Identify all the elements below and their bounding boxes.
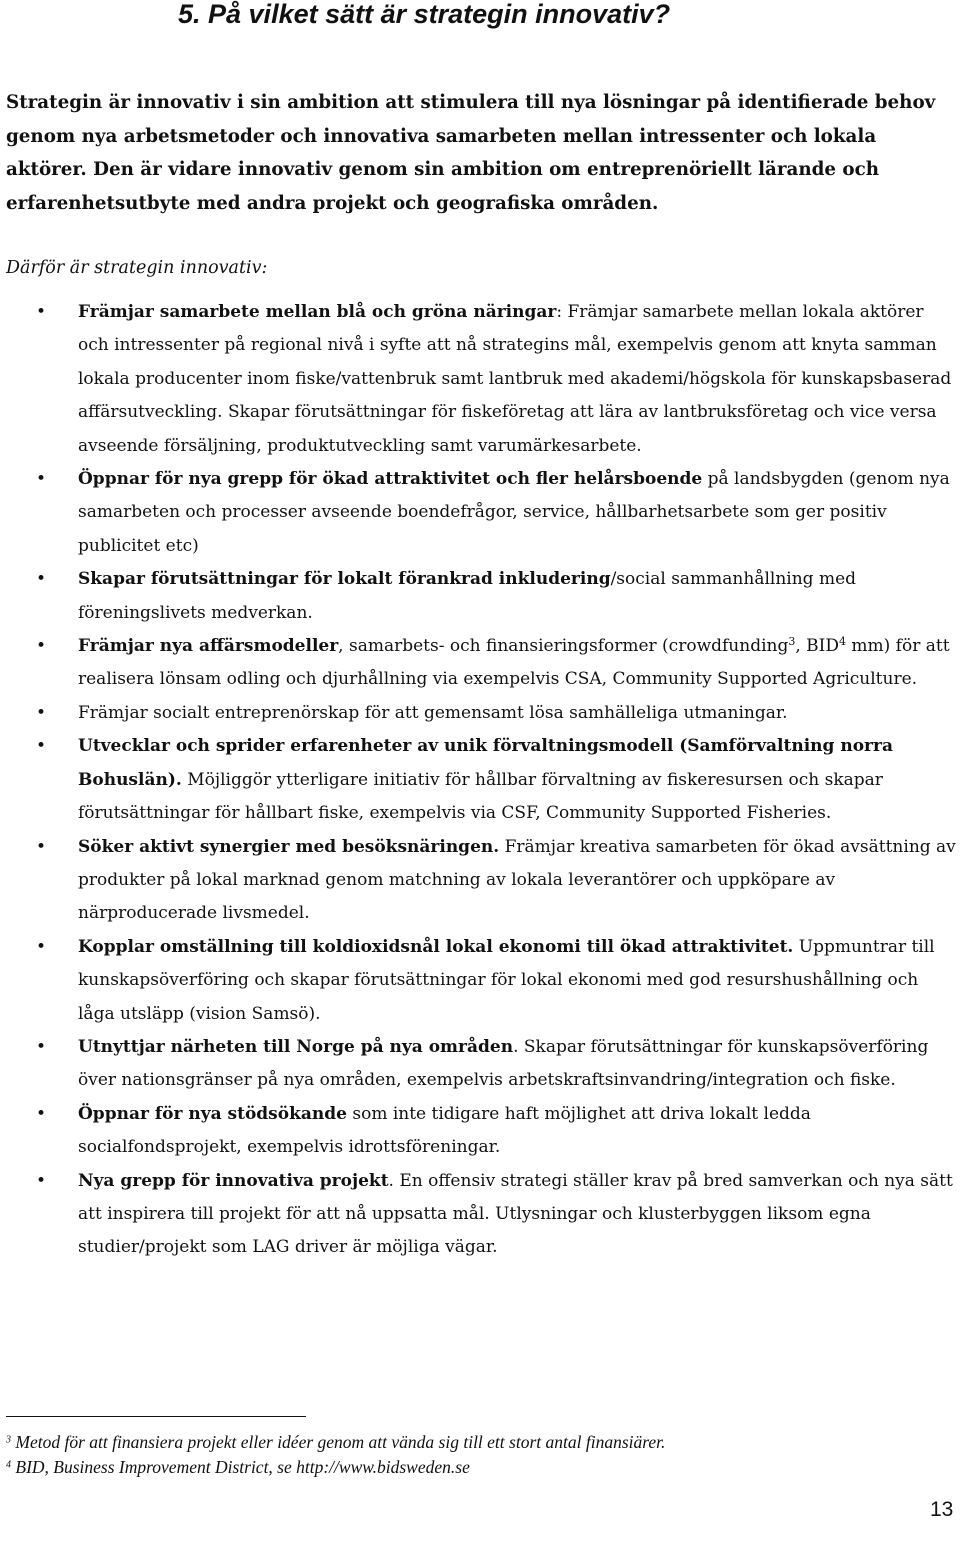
list-item-title: Öppnar för nya grepp för ökad attraktivitet och fler helårsboende	[78, 469, 703, 490]
footnote	[6, 1430, 946, 1455]
footnote-text: BID, Business Improvement District, se http://www.bidsweden.se	[11, 1457, 470, 1477]
footnote-ref: 4	[839, 635, 846, 649]
list-item	[0, 1165, 960, 1265]
list-item-title: Nya grepp för innovativa projekt	[78, 1170, 389, 1191]
list-item	[0, 630, 960, 697]
list-item-title: Främjar nya affärsmodeller	[78, 636, 339, 657]
list-item-title: Söker aktivt synergier med besöksnäringen.	[78, 836, 500, 857]
footnotes	[6, 1430, 946, 1480]
list-item-text: Uppmuntrar till kunskapsöverföring och skapar förutsättningar för lokal ekonomi med god resurshushållning och låga utsläpp (vision Samsö).	[78, 936, 935, 1024]
bullet-icon: •	[36, 836, 47, 857]
bullet-icon: •	[36, 469, 47, 490]
footnote-mark: 4	[6, 1459, 11, 1471]
footnote-mark: 3	[6, 1434, 11, 1446]
list-item-text: , BID	[795, 636, 839, 657]
list-item-title: Kopplar omställning till koldioxidsnål lokal ekonomi till ökad attraktivitet.	[78, 936, 794, 957]
list-lead-in: Därför är strategin innovativ:	[6, 258, 268, 278]
footnote-divider	[6, 1416, 306, 1417]
list-item	[0, 931, 960, 1031]
list-item-title: Skapar förutsättningar för lokalt förankrad inkludering	[78, 569, 611, 590]
footnote-text: Metod för att finansiera projekt eller idéer genom att vända sig till ett stort antal finansiärer.	[11, 1432, 666, 1452]
bullet-icon: •	[36, 1103, 47, 1124]
list-item	[0, 1098, 960, 1165]
list-item-text: . Skapar förutsättningar för kunskapsöverföring över nationsgränser på nya områden, exempelvis arbetskraftsinvandring/integration och fiske.	[78, 1036, 929, 1091]
bullet-icon: •	[36, 302, 47, 322]
list-item-text: Främjar socialt entreprenörskap för att gemensamt lösa samhälleliga utmaningar.	[78, 702, 788, 723]
page-number: 13	[930, 1498, 954, 1521]
bullet-icon: •	[36, 1170, 47, 1191]
list-item-text: . En offensiv strategi ställer krav på bred samverkan och nya sätt att inspirera till projekt för att nå uppsatta mål. Utlysningar och klusterbyggen liksom egna studier/projekt som LAG driver är möjliga vägar.	[78, 1170, 953, 1258]
section-heading: 5. På vilket sätt är strategin innovativ?	[178, 0, 671, 29]
list-item-text: /social sammanhållning med föreningslivets medverkan.	[78, 569, 857, 623]
list-item-text: , samarbets- och finansieringsformer (crowdfunding	[338, 636, 789, 657]
list-item-text: Främjar kreativa samarbeten för ökad avsättning av produkter på lokal marknad genom matchning av lokala leverantörer och uppköpare av närproducerade livsmedel.	[78, 836, 956, 924]
bullet-icon: •	[36, 1036, 47, 1057]
list-item	[0, 463, 960, 563]
bullet-icon: •	[36, 569, 47, 590]
bullet-icon: •	[36, 636, 47, 657]
list-item-text: Möjliggör ytterligare initiativ för hållbar förvaltning av fiskeresursen och skapar förutsättningar för hållbart fiske, exempelvis via CSF, Community Supported Fisheries.	[78, 769, 883, 824]
intro-paragraph: Strategin är innovativ i sin ambition att stimulera till nya lösningar på identifierade behov genom nya arbetsmetoder och innovativa samarbeten mellan intressenter och lokala aktörer. Den är vidare innovativ genom sin ambition om entreprenöriellt lärande och erfarenhetsutbyte med andra projekt och geografiska områden.	[6, 92, 936, 215]
list-item-title: Utvecklar och sprider erfarenheter av unik förvaltningsmodell (Samförvaltning norra Bohuslän).	[78, 736, 893, 790]
bullet-icon: •	[36, 702, 47, 723]
footnote	[6, 1455, 946, 1480]
list-item	[0, 296, 960, 463]
footnote-ref: 3	[788, 635, 796, 649]
list-item	[0, 1031, 960, 1098]
bullet-icon: •	[36, 736, 47, 757]
list-item-text: som inte tidigare haft möjlighet att driva lokalt ledda socialfondsprojekt, exempelvis idrottsföreningar.	[78, 1103, 811, 1158]
list-item-text: på landsbygden (genom nya samarbeten och processer avseende boendefrågor, service, hållbarhetsarbete som ger positiv publicitet etc)	[78, 469, 950, 556]
list-item	[0, 563, 960, 630]
list-item-title: Främjar samarbete mellan blå och gröna näringar	[78, 302, 557, 322]
list-item-title: Öppnar för nya stödsökande	[78, 1103, 347, 1124]
list-item	[0, 730, 960, 830]
list-item-text: mm) för att realisera lönsam odling och djurhållning via exempelvis CSA, Community Supported Agriculture.	[78, 636, 950, 690]
list-item	[0, 697, 960, 730]
list-item-text: : Främjar samarbete mellan lokala aktörer och intressenter på regional nivå i syfte att nå strategins mål, exempelvis genom att knyta samman lokala producenter inom fiske/vattenbruk samt lantbruk med akademi/högskola för kunskapsbaserad affärsutveckling. Skapar förutsättningar för fiskeföretag att lära av lantbruksföretag och vice versa avseende försäljning, produktutveckling samt varumärkesarbete.	[78, 302, 952, 456]
innovation-list	[0, 296, 960, 1265]
list-item	[0, 831, 960, 931]
list-item-title: Utnyttjar närheten till Norge på nya områden	[78, 1036, 514, 1057]
bullet-icon: •	[36, 936, 47, 957]
